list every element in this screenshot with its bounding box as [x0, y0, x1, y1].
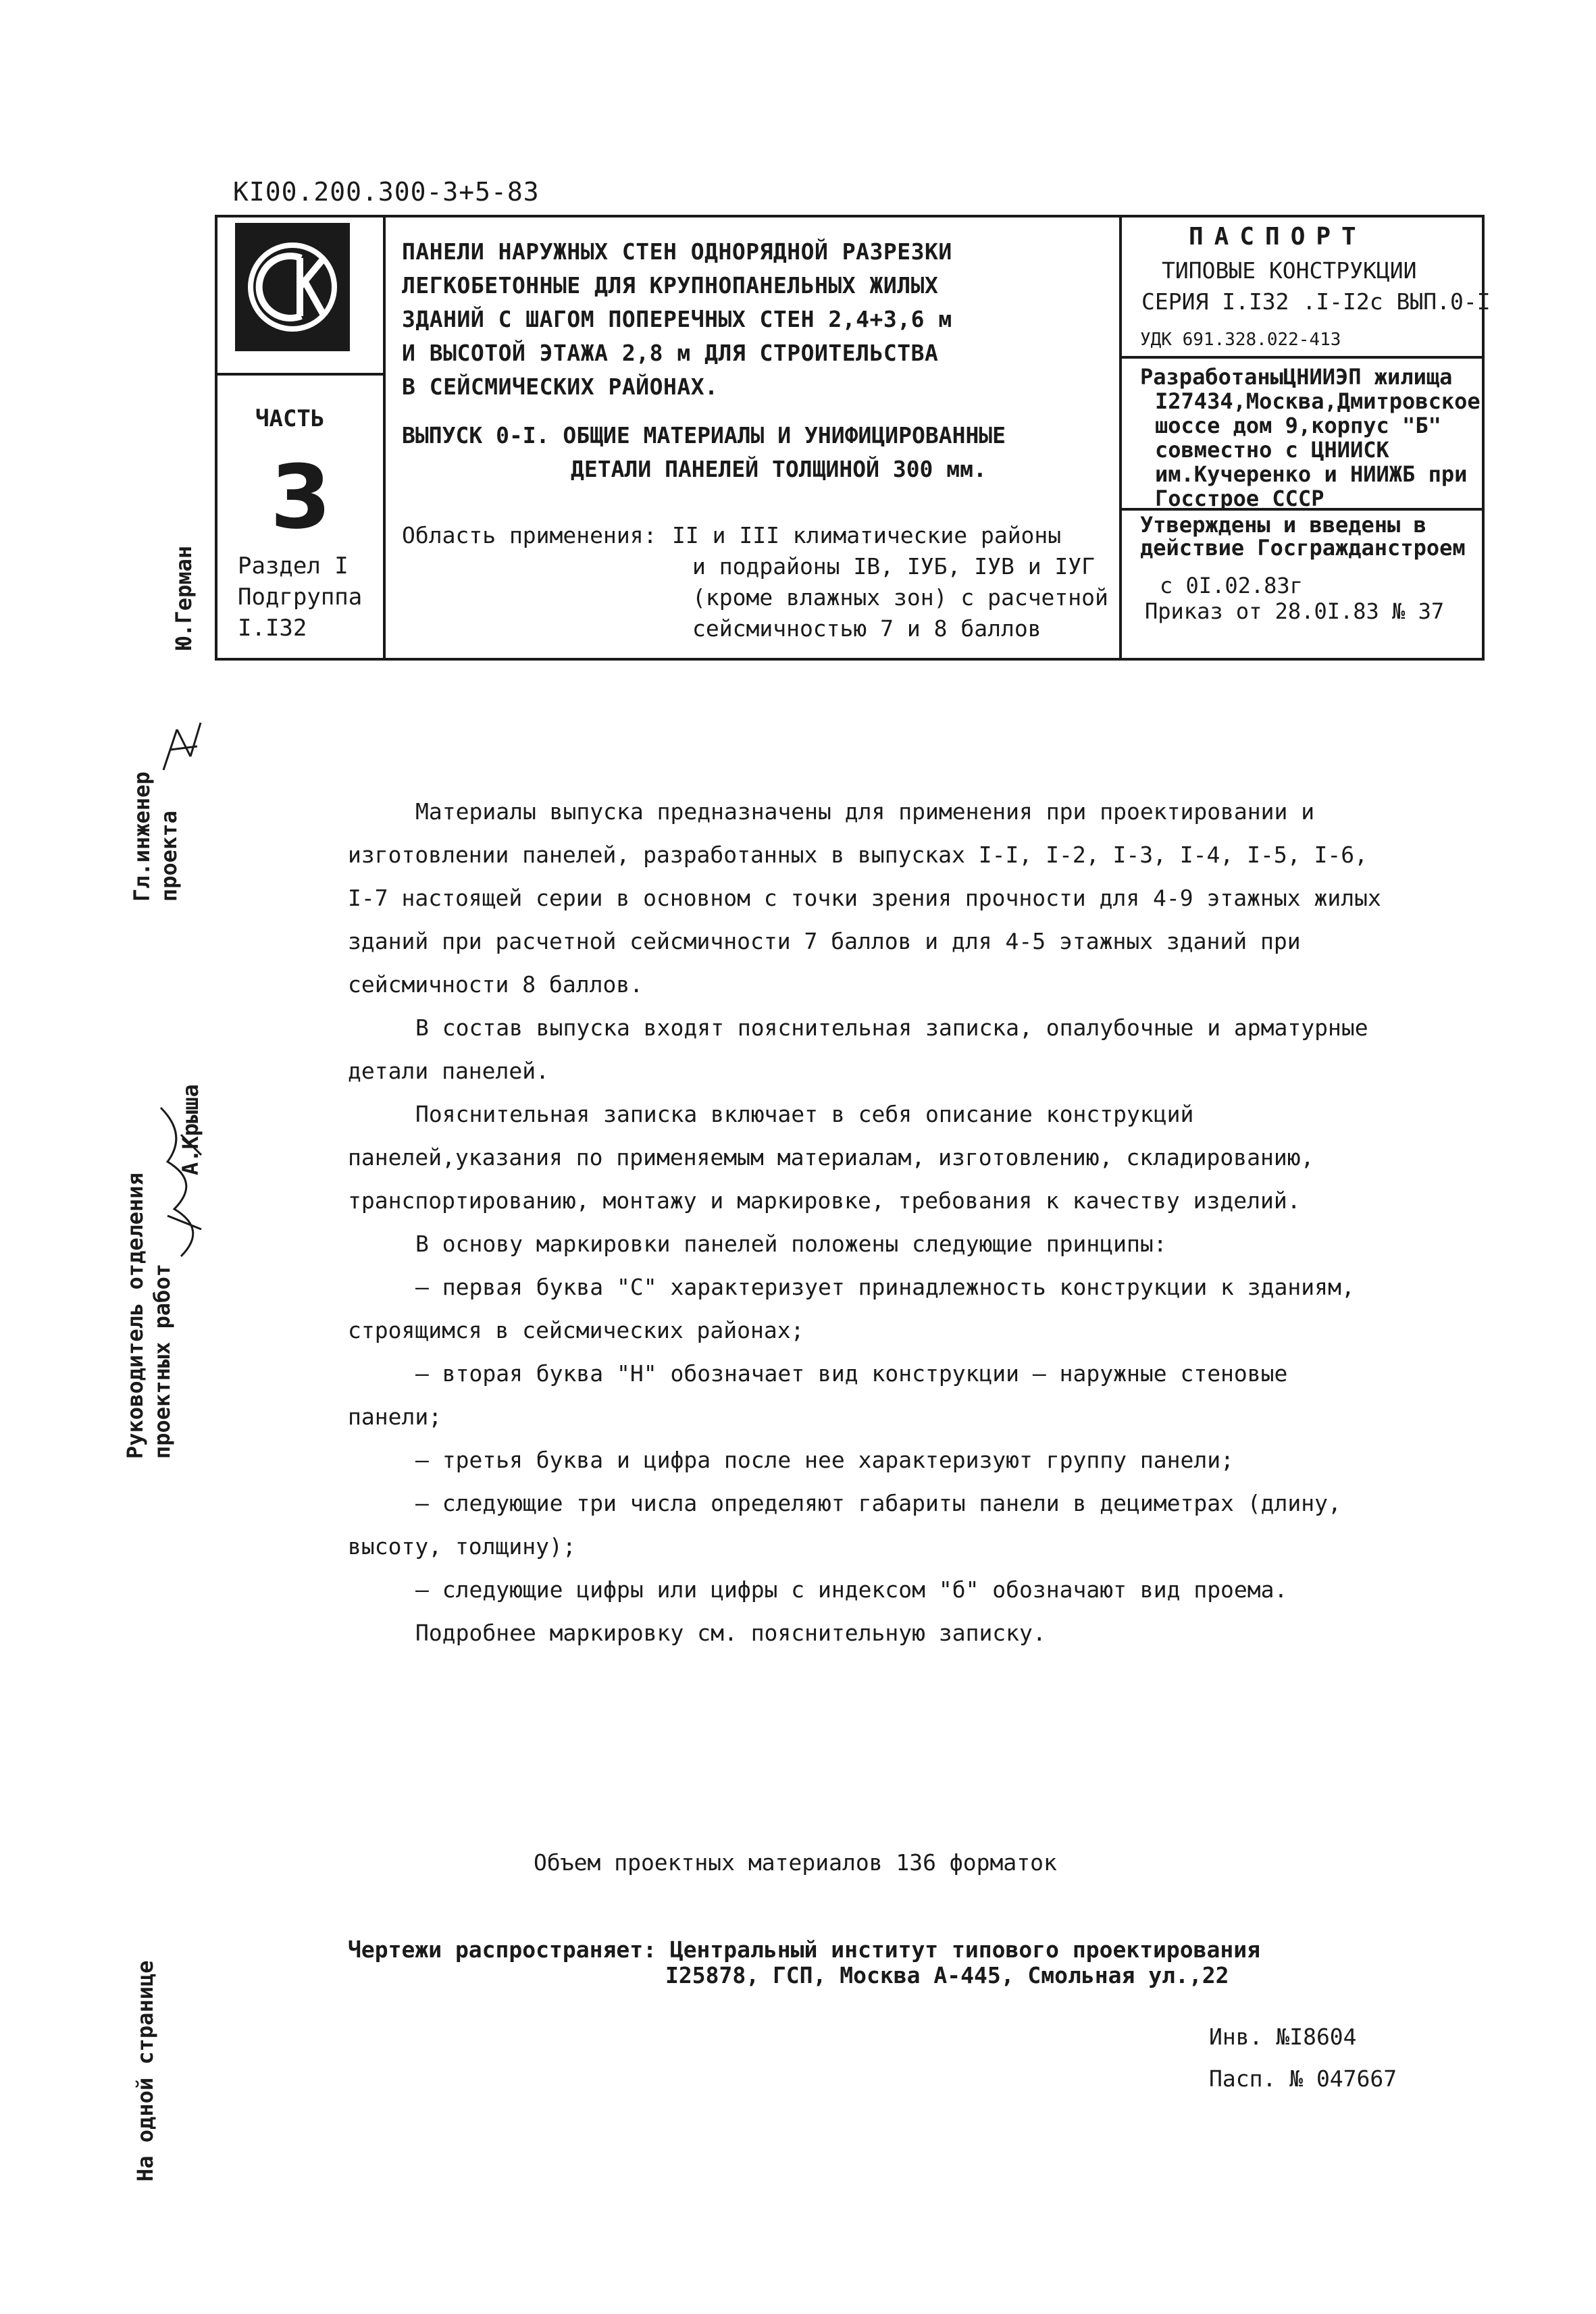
- pasp-number: Пасп. № 047667: [1209, 2065, 1397, 2092]
- chief-engineer-stamp: [128, 771, 182, 902]
- divider-left: [383, 217, 386, 658]
- ck-logo-icon: [235, 223, 350, 351]
- divider-right: [1119, 217, 1122, 658]
- title-line: ПАНЕЛИ НАРУЖНЫХ СТЕН ОДНОРЯДНОЙ РАЗРЕЗКИ: [402, 238, 952, 265]
- ck-logo: [235, 223, 350, 351]
- developer-line: им.Кучеренко и НИИЖБ при: [1155, 461, 1468, 487]
- head-name-stamp: А.Крыша: [178, 1084, 203, 1175]
- issue-line: ВЫПУСК 0-I. ОБЩИЕ МАТЕРИАЛЫ И УНИФИЦИРОВАННЫЕ: [402, 422, 1006, 448]
- stamp-line: Руководитель отделения: [122, 1173, 148, 1459]
- divider-udk: [1119, 356, 1482, 359]
- stamp-line: проектных работ: [149, 1264, 175, 1459]
- body-paragraph: – следующие три числа определяют габариты панели в дециметрах (длину, высоту, толщину);: [348, 1490, 1341, 1560]
- issue-title: [402, 419, 1006, 486]
- passport-series: [1141, 255, 1491, 317]
- stamp-line: проекта: [156, 811, 182, 902]
- chief-signature: [157, 716, 211, 779]
- scope-line: сейсмичностью 7 и 8 баллов: [692, 615, 1041, 642]
- date-line: с 0I.02.83г: [1160, 573, 1303, 598]
- inventory-info: [1209, 2016, 1397, 2100]
- part-label: ЧАСТЬ: [255, 405, 325, 432]
- stamp-line: Гл.инженер: [129, 771, 155, 902]
- order-line: Приказ от 28.0I.83 № 37: [1145, 598, 1445, 624]
- author-stamp: Ю.Герман: [171, 545, 197, 650]
- passport-line: СЕРИЯ I.I32 .I-I2с ВЫП.0-I: [1141, 288, 1491, 315]
- body-paragraph: Материалы выпуска предназначены для применения при проектировании и изготовлении панелей, разработанных в выпусках I-I, I-2, I-3, I-4, I-5, I-6, I-7 настоящей серии в основном с точки зрения прочности для 4-9 этажных жилых зданий при расчетной сейсмичности 7 баллов и для 4-5 этажных зданий при сейсмичности 8 баллов.: [348, 798, 1381, 998]
- title-line: И ВЫСОТОЙ ЭТАЖА 2,8 м ДЛЯ СТРОИТЕЛЬСТВА: [402, 340, 939, 366]
- passport-line: ТИПОВЫЕ КОНСТРУКЦИИ: [1162, 257, 1417, 284]
- body-paragraph: Подробнее маркировку см. пояснительную записку.: [415, 1620, 1046, 1646]
- part-number: 3: [270, 446, 332, 548]
- scope-line: II и III климатические районы: [672, 522, 1062, 548]
- body-text: [348, 790, 1381, 1655]
- developer-line: Госстрое СССР: [1155, 486, 1324, 511]
- body-paragraph: Пояснительная записка включает в себя описание конструкций панелей,указания по применяемым материалам, изготовлению, складированию, транспортированию, монтажу и маркировке, требования к качеству изделий.: [348, 1101, 1314, 1214]
- passport-title: ПАСПОРТ: [1189, 223, 1367, 251]
- document-code: КI00.200.300-3+5-83: [233, 177, 540, 207]
- section-info: [238, 550, 362, 644]
- section-line: Раздел I: [238, 552, 349, 580]
- body-paragraph: В состав выпуска входят пояснительная записка, опалубочные и арматурные детали панелей.: [348, 1014, 1368, 1084]
- approval-info: [1140, 513, 1466, 559]
- approval-line: Утверждены и введены в: [1140, 512, 1426, 538]
- inv-number: Инв. №I8604: [1209, 2024, 1357, 2050]
- approval-line: действие Госгражданстроем: [1140, 535, 1466, 561]
- distributor-info: [348, 1937, 1260, 1988]
- head-signature: [147, 1094, 215, 1286]
- distributor-line: Чертежи распространяет: Центральный институт типового проектирования: [348, 1936, 1261, 1963]
- document-title: [402, 235, 952, 404]
- title-line: ЛЕГКОБЕТОННЫЕ ДЛЯ КРУПНОПАНЕЛЬНЫХ ЖИЛЫХ: [402, 272, 939, 299]
- section-line: I.I32: [238, 615, 307, 642]
- scope-info: [402, 520, 1108, 644]
- developer-line: совместно с ЦНИИСК: [1155, 437, 1389, 463]
- distributor-line: I25878, ГСП, Москва А-445, Смольная ул.,22: [665, 1962, 1229, 1988]
- developer-line: шоссе дом 9,корпус "Б": [1155, 413, 1441, 438]
- scope-label: Область применения:: [402, 522, 657, 548]
- body-paragraph: В основу маркировки панелей положены следующие принципы:: [415, 1231, 1167, 1257]
- section-line: Подгруппа: [238, 584, 363, 611]
- divider-logo: [217, 373, 383, 376]
- title-line: ЗДАНИЙ С ШАГОМ ПОПЕРЕЧНЫХ СТЕН 2,4+3,6 м: [402, 306, 952, 332]
- developer-info: [1140, 365, 1481, 511]
- udk-code: УДК 691.328.022-413: [1140, 330, 1341, 350]
- volume-info: Объем проектных материалов 136 форматок: [534, 1849, 1057, 1876]
- body-paragraph: – вторая буква "Н" обозначает вид конструкции – наружные стеновые панели;: [348, 1360, 1288, 1430]
- body-paragraph: – следующие цифры или цифры с индексом "б" обозначают вид проема.: [415, 1576, 1288, 1603]
- body-paragraph: – третья буква и цифра после нее характеризуют группу панели;: [415, 1447, 1234, 1473]
- scope-line: (кроме влажных зон) с расчетной: [692, 584, 1108, 611]
- issue-line: ДЕТАЛИ ПАНЕЛЕЙ ТОЛЩИНОЙ 300 мм.: [571, 456, 987, 482]
- scope-line: и подрайоны IВ, IУБ, IУВ и IУГ: [692, 553, 1096, 580]
- developer-line: I27434,Москва,Дмитровское: [1155, 388, 1481, 414]
- order-info: [1145, 573, 1444, 624]
- title-line: В СЕЙСМИЧЕСКИХ РАЙОНАХ.: [402, 374, 719, 400]
- developer-line: РазработаныЦНИИЭП жилища: [1140, 364, 1453, 390]
- one-side-stamp: На одной странице: [132, 1960, 158, 2182]
- body-paragraph: – первая буква "С" характеризует принадлежность конструкции к зданиям, строящимся в сейсмических районах;: [348, 1274, 1355, 1343]
